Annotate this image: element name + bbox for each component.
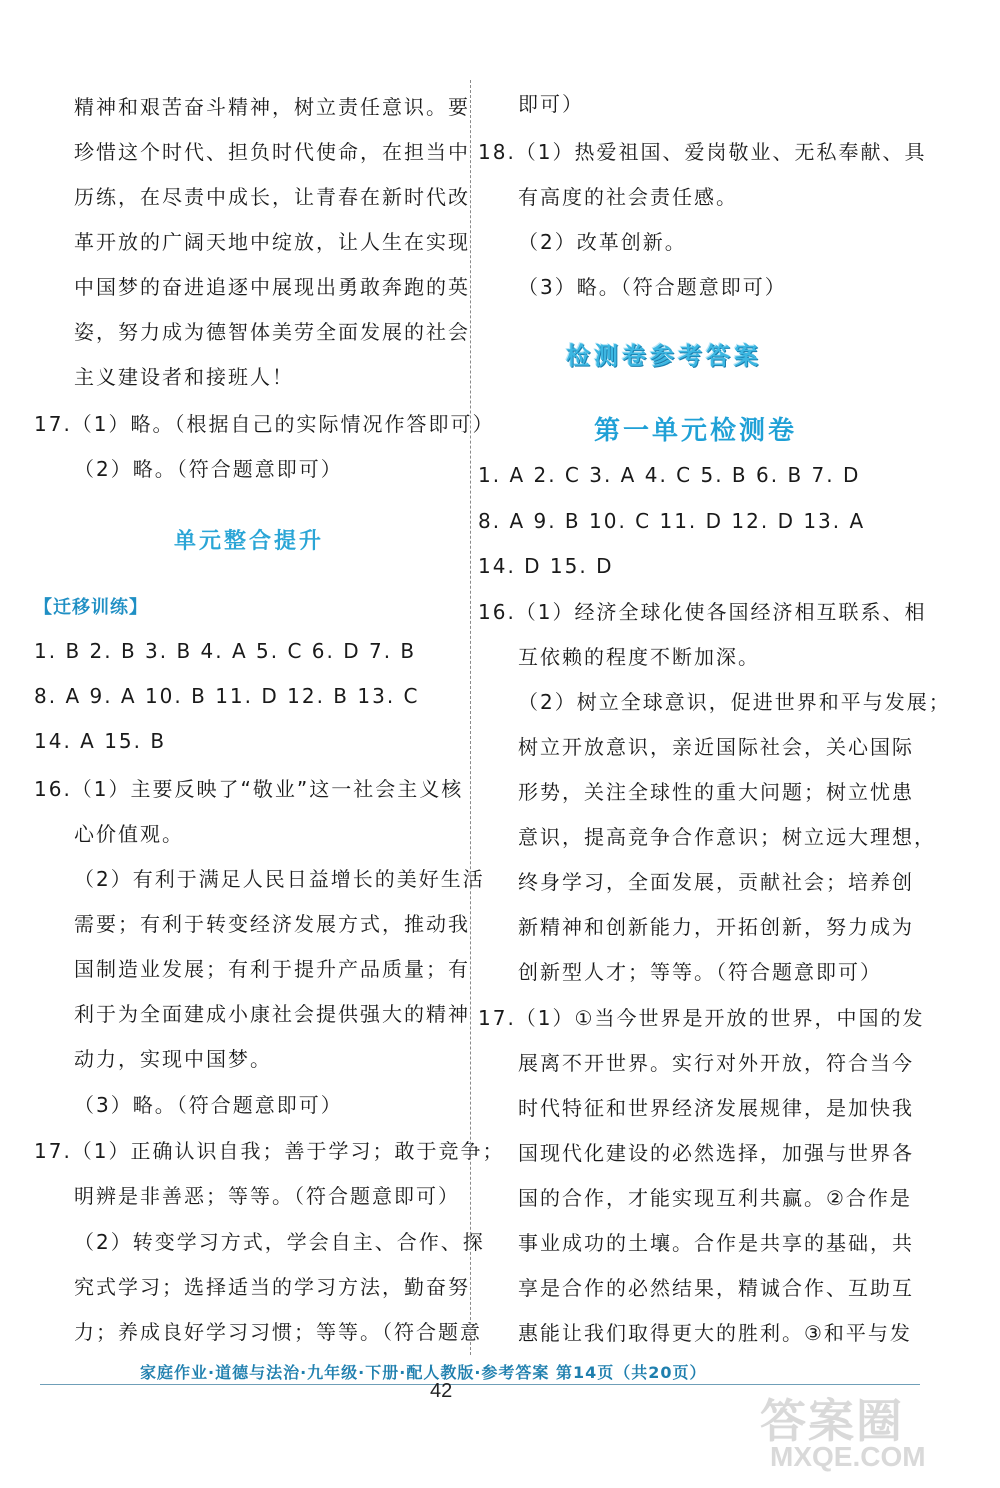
answer-line: （2）转变学习方式，学会自主、合作、探 [74, 1230, 485, 1254]
watermark-text: 答案圈 [760, 1394, 904, 1448]
answer-line: 终身学习，全面发展，贡献社会；培养创 [518, 870, 914, 894]
answer-line: 16.（1）主要反映了“敬业”这一社会主义核 [34, 777, 464, 801]
answer-line: 新精神和创新能力，开拓创新，努力成为 [518, 915, 914, 939]
answer-line: 明辨是非善恶；等等。（符合题意即可） [74, 1184, 460, 1208]
answer-line: 国现代化建设的必然选择，加强与世界各 [518, 1141, 914, 1165]
page-number: 42 [430, 1380, 453, 1402]
section-title: 第一单元检测卷 [594, 416, 798, 446]
answers-title: 检测卷参考答案 [566, 342, 762, 370]
answer-line: 14. A 15. B [34, 729, 167, 753]
answer-line: 国制造业发展；有利于提升产品质量；有 [74, 957, 470, 981]
watermark-url: MXQE.COM [770, 1441, 926, 1472]
answer-line: 时代特征和世界经济发展规律，是加快我 [518, 1096, 914, 1120]
answer-line: （2）有利于满足人民日益增长的美好生活 [74, 867, 485, 891]
answer-line: 创新型人才；等等。（符合题意即可） [518, 960, 882, 984]
text-line: 历练，在尽责中成长，让青春在新时代改 [74, 185, 470, 209]
answer-line: 力；养成良好学习习惯；等等。（符合题意 [74, 1320, 482, 1344]
answer-line: 树立开放意识，亲近国际社会，关心国际 [518, 735, 914, 759]
answer-line: 事业成功的土壤。合作是共享的基础，共 [518, 1231, 914, 1255]
answer-line: 8. A 9. A 10. B 11. D 12. B 13. C [34, 684, 420, 708]
answer-line: 惠能让我们取得更大的胜利。③和平与发 [518, 1321, 912, 1345]
answer-line: 互依赖的程度不断加深。 [518, 645, 760, 669]
answer-line: 需要；有利于转变经济发展方式，推动我 [74, 912, 470, 936]
answer-line: 1. A 2. C 3. A 4. C 5. B 6. B 7. D [478, 463, 861, 487]
answer-line: 国的合作，才能实现互利共赢。②合作是 [518, 1186, 912, 1210]
answer-line: 17.（1）①当今世界是开放的世界，中国的发 [478, 1006, 925, 1030]
subsection-title: 【迁移训练】 [34, 597, 148, 618]
column-divider [470, 80, 471, 1355]
text-line: 18.（1）热爱祖国、爱岗敬业、无私奉献、具 [478, 140, 927, 164]
answer-line: 意识，提高竞争合作意识；树立远大理想， [518, 825, 936, 849]
footer-caption: 家庭作业·道德与法治·九年级·下册·配人教版·参考答案 第14页（共20页） [140, 1363, 707, 1382]
text-line: 17.（1）略。（根据自己的实际情况作答即可） [34, 412, 495, 436]
answer-line: 14. D 15. D [478, 554, 614, 578]
text-line: 珍惜这个时代、担负时代使命，在担当中 [74, 140, 470, 164]
text-line: 主义建设者和接班人！ [74, 365, 294, 389]
answer-line: 利于为全面建成小康社会提供强大的精神 [74, 1002, 470, 1026]
text-line: 姿，努力成为德智体美劳全面发展的社会 [74, 320, 470, 344]
text-line: 革开放的广阔天地中绽放，让人生在实现 [74, 230, 470, 254]
text-line: 中国梦的奋进追逐中展现出勇敢奔跑的英 [74, 275, 470, 299]
answer-line: 享是合作的必然结果，精诚合作、互助互 [518, 1276, 914, 1300]
answer-line: （2）树立全球意识，促进世界和平与发展； [518, 690, 951, 714]
text-line: 精神和艰苦奋斗精神，树立责任意识。要 [74, 95, 470, 119]
section-title: 单元整合提升 [174, 529, 325, 554]
text-line: （2）略。（符合题意即可） [74, 457, 343, 481]
answer-line: 8. A 9. B 10. C 11. D 12. D 13. A [478, 509, 866, 533]
answer-line: 16.（1）经济全球化使各国经济相互联系、相 [478, 600, 927, 624]
text-line: 即可） [518, 92, 584, 116]
answer-line: 心价值观。 [74, 822, 184, 846]
text-line: 有高度的社会责任感。 [518, 185, 738, 209]
answer-line: 动力，实现中国梦。 [74, 1047, 272, 1071]
text-line: （3）略。（符合题意即可） [518, 275, 787, 299]
answer-line: 1. B 2. B 3. B 4. A 5. C 6. D 7. B [34, 639, 417, 663]
text-line: （2）改革创新。 [518, 230, 687, 254]
answer-line: 形势，关注全球性的重大问题；树立忧患 [518, 780, 914, 804]
answer-line: 展离不开世界。实行对外开放，符合当今 [518, 1051, 914, 1075]
answer-line: （3）略。（符合题意即可） [74, 1093, 343, 1117]
watermark-logo [760, 1385, 980, 1485]
page-footer [0, 1358, 1000, 1386]
answer-line: 17.（1）正确认识自我；善于学习；敢于竞争； [34, 1139, 505, 1163]
answer-line: 究式学习；选择适当的学习方法，勤奋努 [74, 1275, 470, 1299]
